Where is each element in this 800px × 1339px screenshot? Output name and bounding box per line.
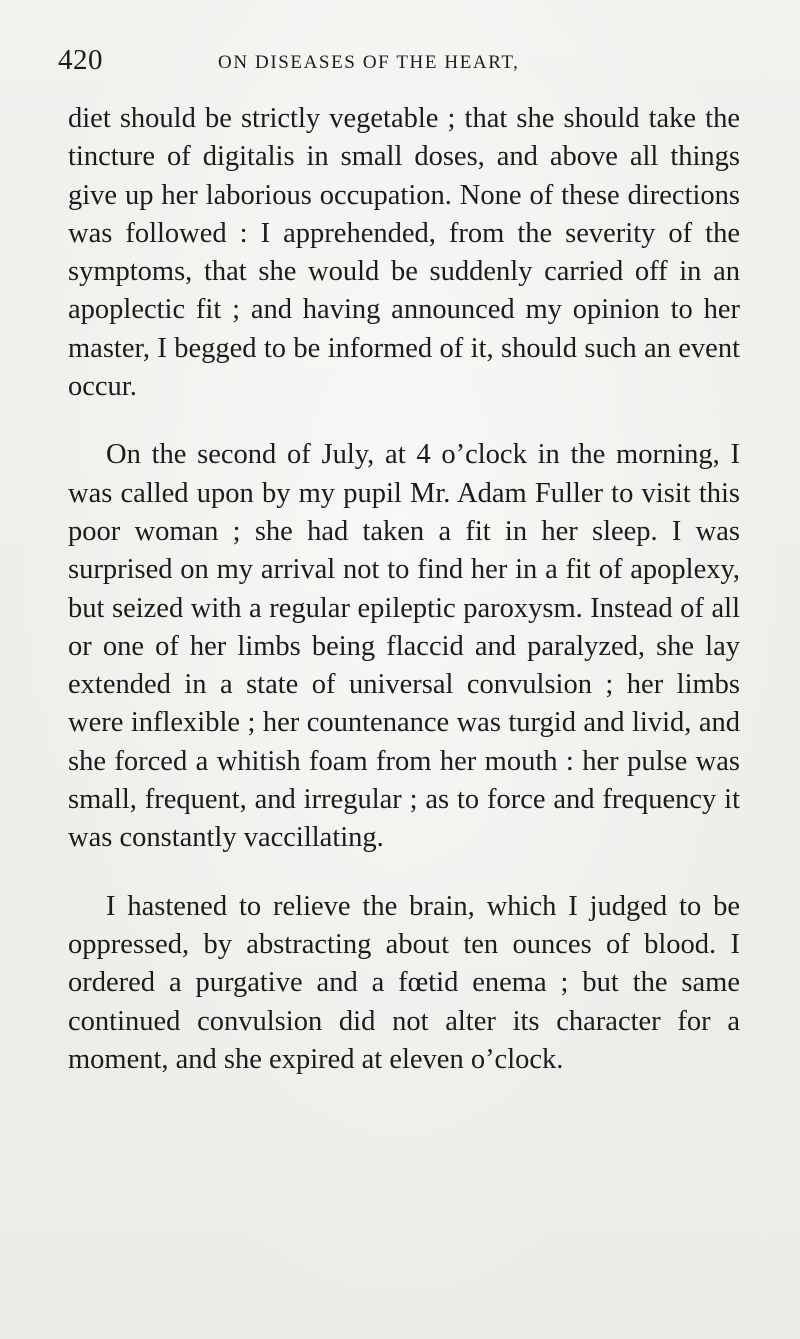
running-head: ON DISEASES OF THE HEART,: [218, 52, 520, 73]
paragraph-3: I hastened to relieve the brain, which I judged to be oppressed, by abstracting about ten ounces of blood. I ordered a purgative and a fœtid enema ; but the same continued convulsion did not alter its character for a moment, and she expired at eleven o’clock.: [68, 890, 740, 1075]
page-header: [58, 44, 758, 84]
paragraph-2: On the second of July, at 4 o’clock in the morning, I was called upon by my pupil Mr. Adam Fuller to visit this poor woman ; she had taken a fit in her sleep. I was surprised on my arrival not to find her in a fit of apoplexy, but seized with a regular epileptic paroxysm. Instead of all or one of her limbs being flaccid and paralyzed, she lay extended in a state of universal convulsion ; her limbs were inflexible ; her countenance was turgid and livid, and she forced a whitish foam from her mouth : her pulse was small, frequent, and irregular ; as to force and frequency it was constantly vaccillating.: [68, 439, 740, 854]
paragraph-1: diet should be strictly vegetable ; that she should take the tincture of digitalis in small doses, and above all things give up her laborious occupation. None of these directions was followed : I apprehended, from the severity of the symptoms, that she would be suddenly carried off in an apoplectic fit ; and having announced my opinion to her master, I begged to be informed of it, should such an event occur.: [68, 103, 740, 403]
page-number: 420: [58, 44, 103, 76]
body-text: [68, 100, 740, 1079]
